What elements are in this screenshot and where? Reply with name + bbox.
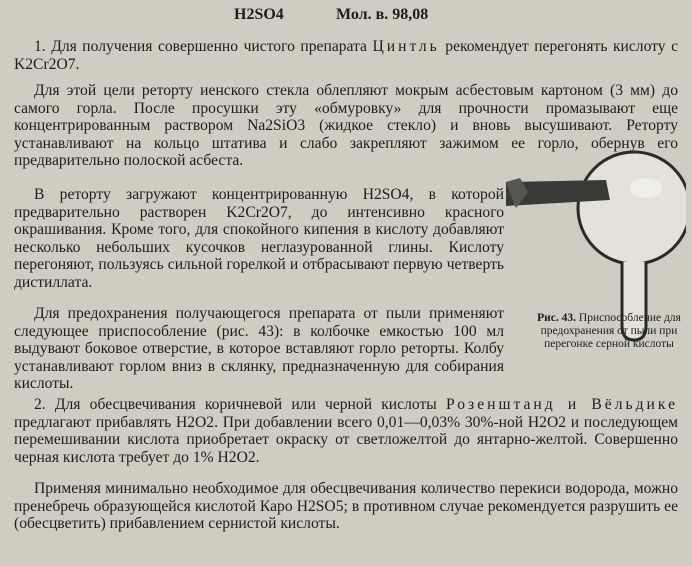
paragraph-6-block (14, 480, 678, 533)
paragraph-5-tail: предлагают прибавлять H2O2. При добавлении всего 0,01—0,03% 30%-ной H2O2 и последующем перемешивании кислота приобретает окраску от светложелтой до янтарно-желтой. Совершенно черная кислота требует до 1% H2O2. (14, 413, 678, 466)
paragraph-1-author: Цинтль (372, 38, 440, 55)
paragraph-1-intro: 1. Для получения совершенно чистого препарата (34, 38, 367, 55)
flask-highlight (630, 178, 662, 198)
figure-caption (534, 312, 684, 351)
paragraph-4-block (14, 305, 504, 393)
paragraph-3-block (14, 186, 504, 292)
header-molecular-weight: Мол. в. 98,08 (336, 6, 429, 23)
paragraph-5-authors: Розенштанд и Вёльдике (445, 396, 679, 413)
page-header (0, 6, 692, 28)
paragraph-5-intro: 2. Для обесцвечивания коричневой или черной кислоты (34, 396, 437, 413)
paragraph-3: В реторту загружают концентрированную H2SO4, в которой предварительно растворен K2Cr2O7, до интенсивно красного окрашивания. Кроме того, для спокойного кипения в кислоту добавляют несколько небольших кусочков неглазурованной глины. Кислоту перегоняют, пользуясь сильной горелкой и отбрасывают первую четверть дистиллата. (14, 186, 504, 291)
paragraph-6: Применяя минимально необходимое для обесцвечивания количество перекиси водорода, можно пренебречь образующейся кислотой Каро H2SO5; в противном случае рекомендуется разрушить ее (обесцветить) прибавлением сернистой кислоты. (14, 480, 678, 533)
paragraph-1 (14, 38, 678, 73)
figure-number: Рис. 43. (537, 312, 577, 324)
paragraph-1-tail: рекомендует перегонять кислоту с K2Cr2O7. (14, 38, 678, 73)
figure-caption-text: Приспособление для предохранения от пыли при перегонке серной кислоты (540, 312, 681, 350)
flask-bulb (578, 152, 686, 264)
header-formula: H2SO4 (234, 6, 284, 23)
paragraph-4: Для предохранения получающегося препарата от пыли применяют следующее приспособление (рис. 43): в колбочке емкостью 100 мл выдувают боковое отверстие, в которое вставляют горло реторты. Колбу устанавливают горлом вниз в склянку, предназначенную для собирания кислоты. (14, 305, 504, 393)
paragraph-5-block (14, 396, 678, 466)
paragraph-2: Для этой цели реторту иенского стекла облепляют мокрым асбестовым картоном (3 мм) до самого горла. После просушки эту «обмуровку» для прочности промазывают еще концентрированным раствором Na2SiO3 (жидкое стекло) и вновь высушивают. Реторту устанавливают на кольцо штатива и слабо закрепляют зажимом ее горло, обернув его предварительно полоской асбеста. (14, 82, 678, 170)
